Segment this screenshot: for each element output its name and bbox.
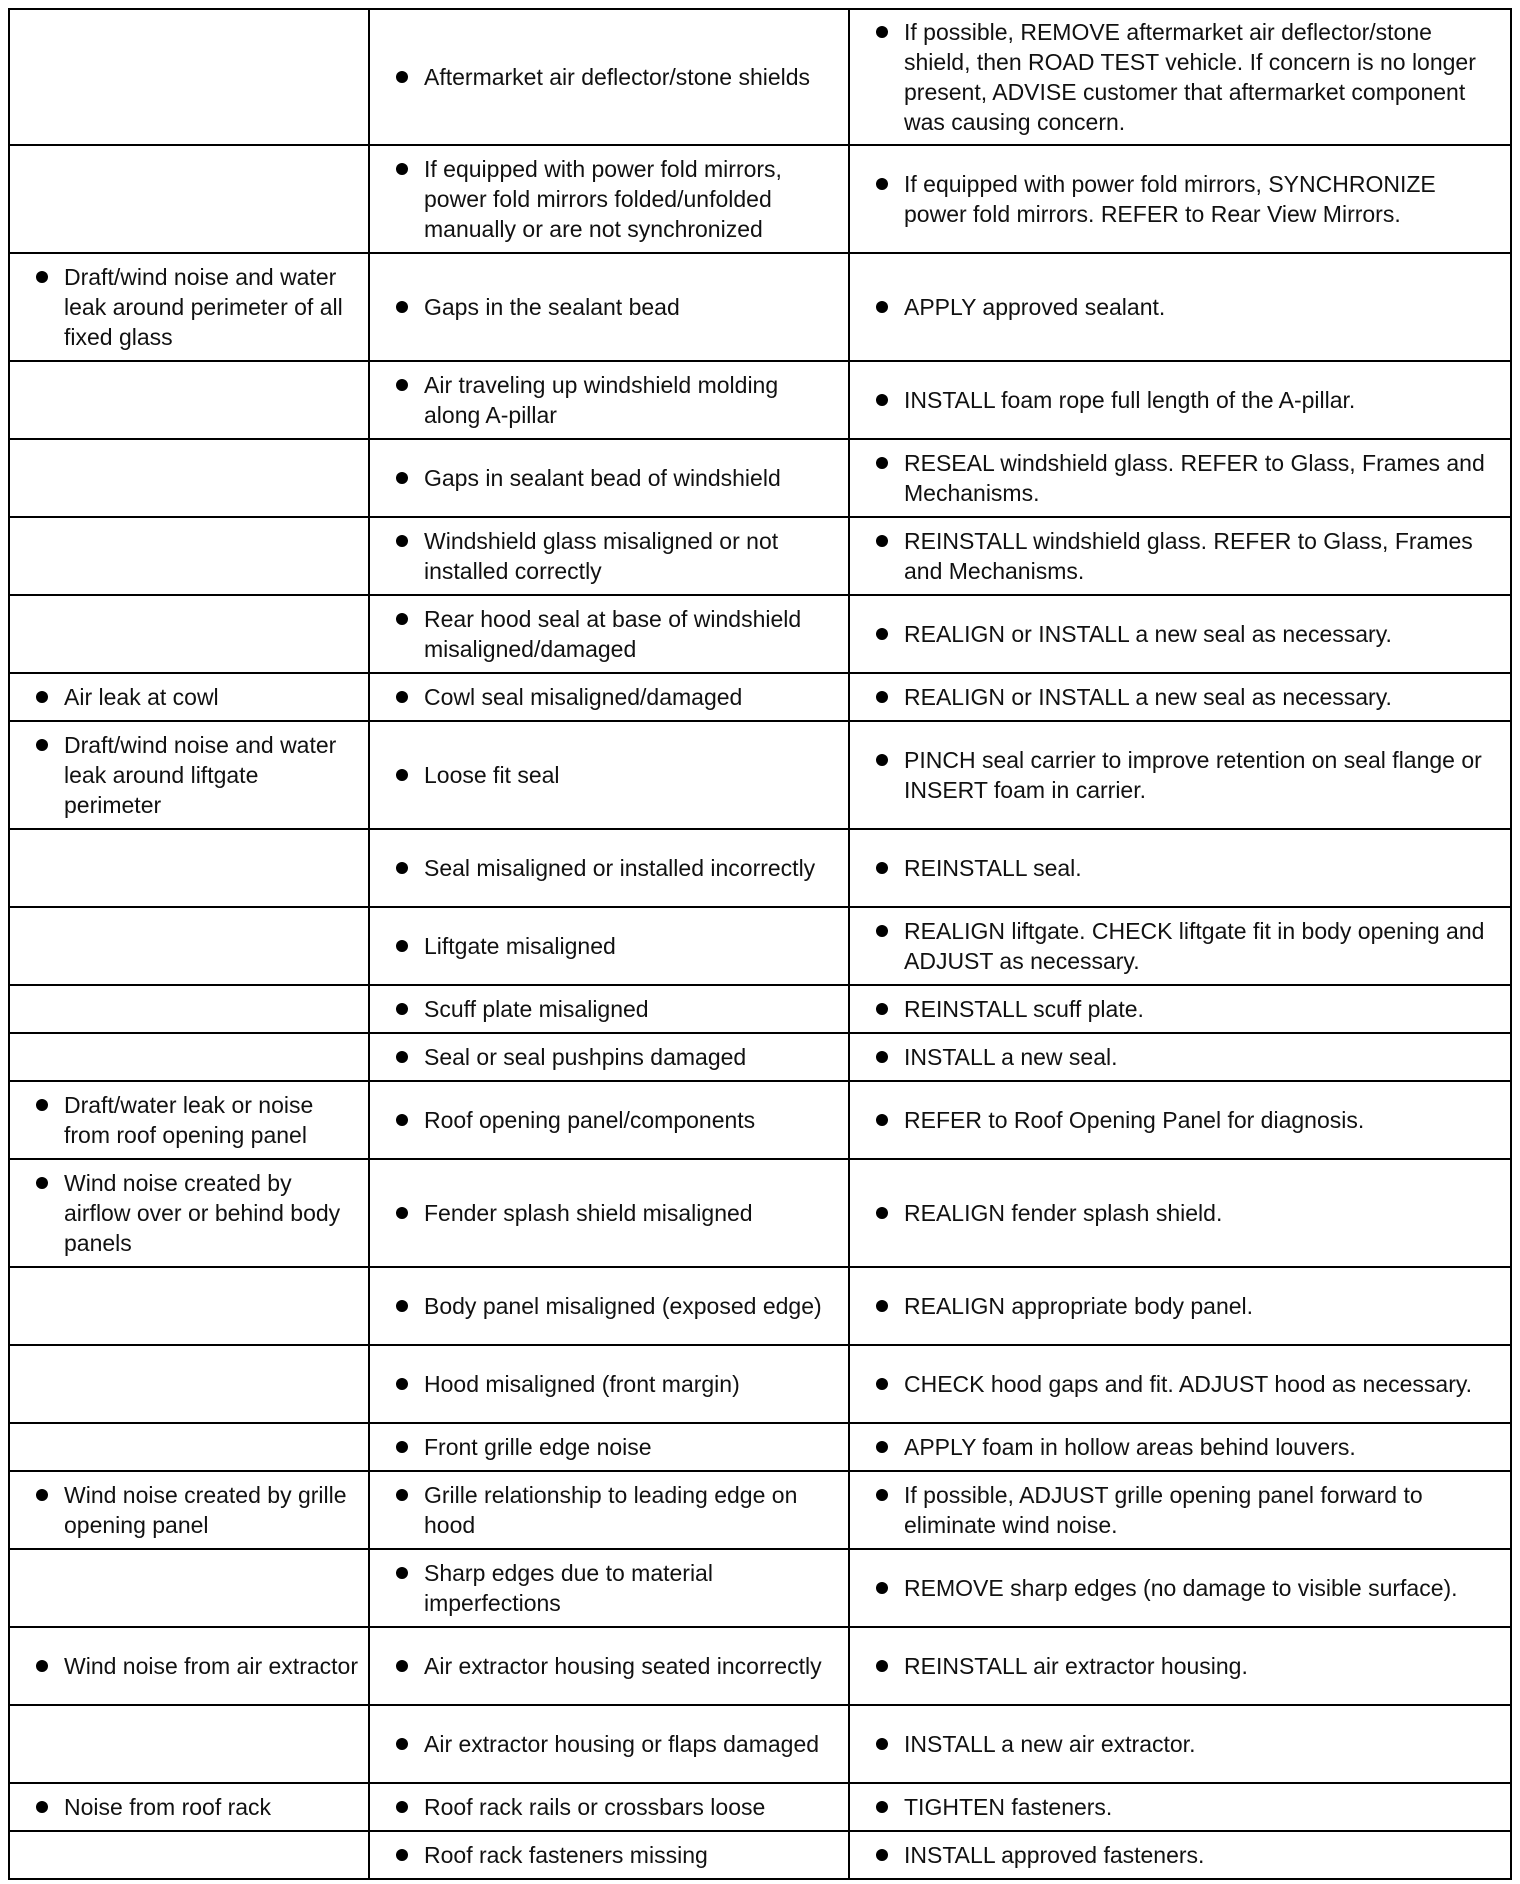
action-text: INSTALL a new seal. [904, 1044, 1118, 1070]
action-text: APPLY approved sealant. [904, 294, 1166, 320]
condition-cell [9, 439, 369, 517]
cause-text: Roof opening panel/components [424, 1107, 756, 1133]
table-row [9, 673, 1511, 721]
condition-cell [9, 1267, 369, 1345]
bullet-item [858, 1369, 1502, 1399]
condition-text: Draft/wind noise and water leak around perimeter of all fixed glass [64, 264, 343, 350]
bullet-icon [36, 1489, 48, 1501]
bullet-icon [876, 1114, 888, 1126]
bullet-icon [36, 1099, 48, 1111]
action-cell [849, 517, 1511, 595]
bullet-item [858, 916, 1502, 976]
table-row [9, 1423, 1511, 1471]
bullet-item [858, 682, 1502, 712]
bullet-item [378, 1651, 840, 1681]
condition-cell [9, 721, 369, 829]
condition-cell [9, 985, 369, 1033]
table-row [9, 1831, 1511, 1879]
bullet-item [378, 1792, 840, 1822]
table-row [9, 1471, 1511, 1549]
action-text: REALIGN or INSTALL a new seal as necessary. [904, 684, 1392, 710]
bullet-icon [396, 1801, 408, 1813]
action-cell [849, 1471, 1511, 1549]
bullet-item [18, 1480, 360, 1540]
action-text: REALIGN appropriate body panel. [904, 1293, 1254, 1319]
bullet-item [378, 604, 840, 664]
bullet-item [18, 682, 360, 712]
cause-cell [369, 1627, 849, 1705]
bullet-icon [876, 1582, 888, 1594]
bullet-item [858, 385, 1502, 415]
bullet-icon [396, 301, 408, 313]
bullet-item [18, 1792, 360, 1822]
action-cell [849, 1267, 1511, 1345]
action-cell [849, 1423, 1511, 1471]
bullet-item [858, 1291, 1502, 1321]
cause-text: Liftgate misaligned [424, 933, 616, 959]
bullet-icon [876, 925, 888, 937]
bullet-icon [36, 1660, 48, 1672]
cause-text: Grille relationship to leading edge on hood [424, 1482, 798, 1538]
bullet-item [378, 994, 840, 1024]
cause-cell [369, 1783, 849, 1831]
action-cell [849, 1345, 1511, 1423]
bullet-icon [396, 691, 408, 703]
bullet-icon [396, 1300, 408, 1312]
table-row [9, 517, 1511, 595]
action-cell [849, 721, 1511, 829]
condition-cell [9, 9, 369, 145]
table-row [9, 907, 1511, 985]
action-text: RESEAL windshield glass. REFER to Glass, Frames and Mechanisms. [904, 450, 1485, 506]
cause-cell [369, 1831, 849, 1879]
bullet-item [378, 62, 840, 92]
bullet-icon [876, 862, 888, 874]
cause-cell [369, 595, 849, 673]
action-cell [849, 1783, 1511, 1831]
bullet-icon [876, 1801, 888, 1813]
bullet-icon [396, 769, 408, 781]
bullet-item [18, 1090, 360, 1150]
table-row [9, 1549, 1511, 1627]
bullet-item [858, 1042, 1502, 1072]
bullet-icon [396, 71, 408, 83]
bullet-item [858, 853, 1502, 883]
bullet-item [858, 1105, 1502, 1135]
bullet-icon [396, 1114, 408, 1126]
bullet-item [18, 262, 360, 352]
cause-cell [369, 721, 849, 829]
condition-text: Wind noise created by grille opening panel [64, 1482, 347, 1538]
bullet-item [378, 154, 840, 244]
action-text: INSTALL approved fasteners. [904, 1842, 1205, 1868]
bullet-item [18, 1168, 360, 1258]
bullet-item [858, 1198, 1502, 1228]
action-text: REMOVE sharp edges (no damage to visible surface). [904, 1575, 1458, 1601]
cause-cell [369, 1705, 849, 1783]
bullet-icon [396, 1051, 408, 1063]
table-row [9, 9, 1511, 145]
bullet-icon [876, 1660, 888, 1672]
table-row [9, 595, 1511, 673]
bullet-item [378, 1291, 840, 1321]
diagnostic-chart [8, 8, 1510, 1880]
condition-text: Draft/water leak or noise from roof opening panel [64, 1092, 314, 1148]
bullet-icon [396, 1738, 408, 1750]
action-cell [849, 1627, 1511, 1705]
action-cell [849, 1549, 1511, 1627]
table-row [9, 1783, 1511, 1831]
cause-text: Seal misaligned or installed incorrectly [424, 855, 816, 881]
bullet-item [858, 1792, 1502, 1822]
bullet-icon [36, 1177, 48, 1189]
condition-cell [9, 595, 369, 673]
action-text: REALIGN liftgate. CHECK liftgate fit in body opening and ADJUST as necessary. [904, 918, 1485, 974]
cause-cell [369, 361, 849, 439]
action-cell [849, 1159, 1511, 1267]
cause-cell [369, 517, 849, 595]
bullet-item [378, 1369, 840, 1399]
cause-text: Seal or seal pushpins damaged [424, 1044, 747, 1070]
cause-text: Body panel misaligned (exposed edge) [424, 1293, 822, 1319]
bullet-icon [876, 394, 888, 406]
bullet-icon [396, 940, 408, 952]
cause-text: Windshield glass misaligned or not installed correctly [424, 528, 779, 584]
bullet-icon [396, 1489, 408, 1501]
action-cell [849, 439, 1511, 517]
bullet-item [858, 1840, 1502, 1870]
table-row [9, 1705, 1511, 1783]
bullet-item [378, 1105, 840, 1135]
action-cell [849, 1705, 1511, 1783]
bullet-item [378, 463, 840, 493]
action-text: REFER to Roof Opening Panel for diagnosis. [904, 1107, 1365, 1133]
action-cell [849, 9, 1511, 145]
action-cell [849, 673, 1511, 721]
bullet-item [858, 1729, 1502, 1759]
action-cell [849, 595, 1511, 673]
condition-text: Draft/wind noise and water leak around liftgate perimeter [64, 732, 337, 818]
bullet-icon [876, 691, 888, 703]
cause-text: Air extractor housing seated incorrectly [424, 1653, 822, 1679]
action-cell [849, 829, 1511, 907]
bullet-item [18, 730, 360, 820]
table-row [9, 1267, 1511, 1345]
table-row [9, 1159, 1511, 1267]
symptom-table-body [9, 9, 1511, 1879]
action-text: REALIGN fender splash shield. [904, 1200, 1223, 1226]
table-row [9, 439, 1511, 517]
bullet-icon [876, 1378, 888, 1390]
bullet-icon [396, 1660, 408, 1672]
action-text: APPLY foam in hollow areas behind louvers. [904, 1434, 1356, 1460]
bullet-item [378, 526, 840, 586]
action-cell [849, 907, 1511, 985]
table-row [9, 1081, 1511, 1159]
bullet-item [378, 931, 840, 961]
action-text: INSTALL foam rope full length of the A-pillar. [904, 387, 1356, 413]
condition-cell [9, 1471, 369, 1549]
condition-text: Air leak at cowl [64, 684, 219, 710]
bullet-icon [396, 613, 408, 625]
condition-cell [9, 673, 369, 721]
cause-text: Roof rack rails or crossbars loose [424, 1794, 766, 1820]
cause-cell [369, 145, 849, 253]
table-row [9, 253, 1511, 361]
condition-cell [9, 1831, 369, 1879]
cause-text: Sharp edges due to material imperfections [424, 1560, 713, 1616]
action-text: If possible, ADJUST grille opening panel forward to eliminate wind noise. [904, 1482, 1423, 1538]
condition-cell [9, 1081, 369, 1159]
bullet-item [858, 1432, 1502, 1462]
bullet-icon [876, 1849, 888, 1861]
bullet-icon [396, 1441, 408, 1453]
cause-cell [369, 439, 849, 517]
table-row [9, 721, 1511, 829]
bullet-item [858, 619, 1502, 649]
bullet-item [378, 1198, 840, 1228]
bullet-item [858, 17, 1502, 137]
cause-cell [369, 1033, 849, 1081]
bullet-icon [876, 754, 888, 766]
cause-cell [369, 1423, 849, 1471]
bullet-icon [396, 379, 408, 391]
action-text: INSTALL a new air extractor. [904, 1731, 1196, 1757]
cause-text: Fender splash shield misaligned [424, 1200, 753, 1226]
action-cell [849, 1033, 1511, 1081]
bullet-icon [36, 1801, 48, 1813]
condition-cell [9, 1159, 369, 1267]
cause-text: Air traveling up windshield molding along A-pillar [424, 372, 779, 428]
action-cell [849, 145, 1511, 253]
cause-cell [369, 1159, 849, 1267]
cause-text: Gaps in the sealant bead [424, 294, 680, 320]
cause-cell [369, 985, 849, 1033]
bullet-icon [876, 301, 888, 313]
bullet-icon [396, 1849, 408, 1861]
bullet-icon [396, 862, 408, 874]
table-row [9, 145, 1511, 253]
bullet-icon [876, 178, 888, 190]
bullet-item [378, 853, 840, 883]
bullet-item [858, 448, 1502, 508]
action-text: PINCH seal carrier to improve retention on seal flange or INSERT foam in carrier. [904, 747, 1482, 803]
bullet-item [378, 1042, 840, 1072]
action-text: REALIGN or INSTALL a new seal as necessary. [904, 621, 1392, 647]
condition-cell [9, 517, 369, 595]
condition-cell [9, 1033, 369, 1081]
bullet-item [378, 760, 840, 790]
bullet-icon [36, 739, 48, 751]
action-cell [849, 253, 1511, 361]
condition-cell [9, 361, 369, 439]
symptom-table [8, 8, 1512, 1880]
bullet-item [858, 292, 1502, 322]
cause-text: Gaps in sealant bead of windshield [424, 465, 781, 491]
condition-text: Noise from roof rack [64, 1794, 272, 1820]
table-row [9, 1627, 1511, 1705]
cause-text: Rear hood seal at base of windshield misaligned/damaged [424, 606, 802, 662]
condition-cell [9, 145, 369, 253]
table-row [9, 1345, 1511, 1423]
bullet-icon [876, 628, 888, 640]
cause-text: If equipped with power fold mirrors, power fold mirrors folded/unfolded manually or are not synchronized [424, 156, 782, 242]
action-text: TIGHTEN fasteners. [904, 1794, 1113, 1820]
condition-text: Wind noise from air extractor [64, 1653, 358, 1679]
action-text: If equipped with power fold mirrors, SYNCHRONIZE power fold mirrors. REFER to Rear View Mirrors. [904, 171, 1436, 227]
action-text: If possible, REMOVE aftermarket air deflector/stone shield, then ROAD TEST vehicle. If concern is no longer present, ADVISE customer that aftermarket component was causing concern. [904, 19, 1476, 135]
bullet-icon [876, 457, 888, 469]
bullet-item [378, 1729, 840, 1759]
bullet-icon [876, 1738, 888, 1750]
bullet-item [858, 169, 1502, 229]
cause-cell [369, 9, 849, 145]
condition-cell [9, 1783, 369, 1831]
bullet-icon [396, 535, 408, 547]
condition-cell [9, 1345, 369, 1423]
condition-text: Wind noise created by airflow over or behind body panels [64, 1170, 341, 1256]
bullet-icon [396, 1207, 408, 1219]
bullet-icon [396, 163, 408, 175]
table-row [9, 361, 1511, 439]
condition-cell [9, 907, 369, 985]
cause-text: Cowl seal misaligned/damaged [424, 684, 743, 710]
bullet-icon [36, 691, 48, 703]
table-row [9, 985, 1511, 1033]
cause-text: Loose fit seal [424, 762, 560, 788]
action-text: REINSTALL seal. [904, 855, 1082, 881]
action-cell [849, 361, 1511, 439]
bullet-icon [396, 1003, 408, 1015]
action-cell [849, 1831, 1511, 1879]
bullet-icon [876, 1207, 888, 1219]
bullet-icon [396, 472, 408, 484]
cause-text: Scuff plate misaligned [424, 996, 649, 1022]
bullet-icon [396, 1378, 408, 1390]
bullet-icon [876, 1051, 888, 1063]
action-text: CHECK hood gaps and fit. ADJUST hood as necessary. [904, 1371, 1473, 1397]
cause-text: Air extractor housing or flaps damaged [424, 1731, 820, 1757]
bullet-item [378, 1840, 840, 1870]
cause-text: Hood misaligned (front margin) [424, 1371, 740, 1397]
condition-cell [9, 1627, 369, 1705]
table-row [9, 1033, 1511, 1081]
cause-cell [369, 829, 849, 907]
bullet-icon [876, 535, 888, 547]
bullet-item [18, 1651, 360, 1681]
cause-cell [369, 1549, 849, 1627]
bullet-item [858, 526, 1502, 586]
condition-cell [9, 253, 369, 361]
bullet-icon [396, 1567, 408, 1579]
cause-cell [369, 1345, 849, 1423]
action-cell [849, 1081, 1511, 1159]
table-row [9, 829, 1511, 907]
action-text: REINSTALL air extractor housing. [904, 1653, 1248, 1679]
cause-text: Aftermarket air deflector/stone shields [424, 64, 811, 90]
bullet-item [378, 682, 840, 712]
bullet-item [378, 370, 840, 430]
cause-cell [369, 1081, 849, 1159]
cause-cell [369, 907, 849, 985]
cause-text: Roof rack fasteners missing [424, 1842, 708, 1868]
cause-cell [369, 1471, 849, 1549]
cause-cell [369, 253, 849, 361]
bullet-item [378, 1558, 840, 1618]
bullet-item [378, 1480, 840, 1540]
condition-cell [9, 829, 369, 907]
cause-cell [369, 1267, 849, 1345]
cause-text: Front grille edge noise [424, 1434, 652, 1460]
condition-cell [9, 1549, 369, 1627]
bullet-item [858, 994, 1502, 1024]
bullet-icon [876, 1489, 888, 1501]
condition-cell [9, 1705, 369, 1783]
bullet-item [378, 1432, 840, 1462]
condition-cell [9, 1423, 369, 1471]
action-cell [849, 985, 1511, 1033]
bullet-icon [876, 1441, 888, 1453]
action-text: REINSTALL windshield glass. REFER to Glass, Frames and Mechanisms. [904, 528, 1473, 584]
bullet-icon [876, 26, 888, 38]
bullet-item [858, 1480, 1502, 1540]
bullet-item [858, 1573, 1502, 1603]
action-text: REINSTALL scuff plate. [904, 996, 1144, 1022]
bullet-item [378, 292, 840, 322]
bullet-icon [36, 271, 48, 283]
bullet-icon [876, 1300, 888, 1312]
bullet-icon [876, 1003, 888, 1015]
cause-cell [369, 673, 849, 721]
bullet-item [858, 745, 1502, 805]
bullet-item [858, 1651, 1502, 1681]
